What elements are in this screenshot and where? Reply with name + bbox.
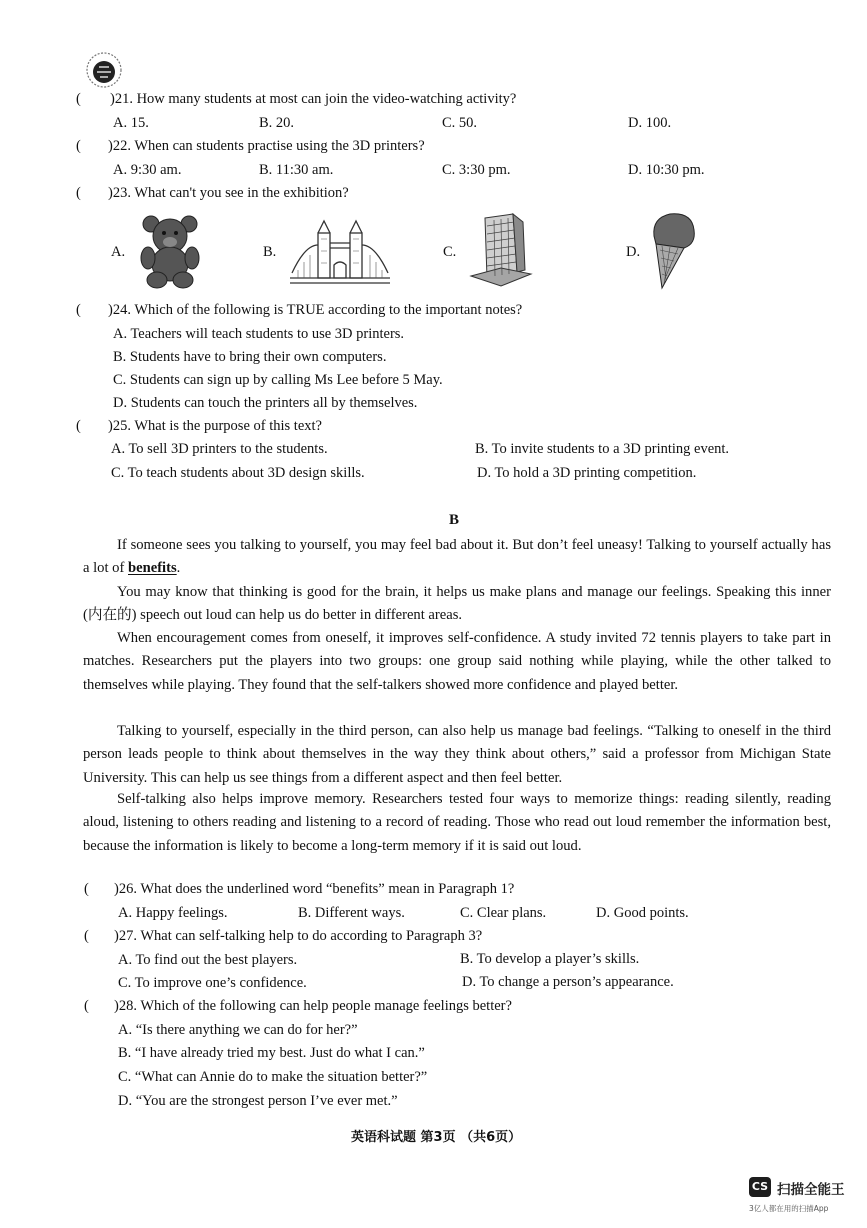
teddy-bear-image	[135, 212, 205, 290]
question-27-option-b: B. To develop a player’s skills.	[460, 951, 640, 967]
question-23-paren[interactable]: (	[76, 185, 81, 201]
question-26-option-c: C. Clear plans.	[460, 905, 547, 921]
question-25-option-b: B. To invite students to a 3D printing event.	[475, 441, 730, 457]
question-24-option-d: D. Students can touch the printers all by themselves.	[113, 395, 418, 411]
question-22-option-c: C. 3:30 pm.	[442, 162, 511, 178]
camscanner-badge: CS	[749, 1177, 771, 1197]
question-21-stem: )21. How many students at most can join the video-watching activity?	[110, 91, 517, 107]
question-27-option-d: D. To change a person’s appearance.	[462, 974, 674, 990]
question-25-paren[interactable]: (	[76, 418, 81, 434]
question-28-option-d: D. “You are the strongest person I’ve ever met.”	[118, 1093, 398, 1109]
question-21-option-a: A. 15.	[113, 115, 149, 131]
paragraph-5-text: Self-talking also helps improve memory. Researchers tested four ways to memorize things: reading silently, reading aloud, listening to others reading and listening to a record of reading. Those who read out loud remember the information best, because the information is likely to become a long-term memory if it is said out loud.	[83, 791, 831, 854]
question-21-option-c: C. 50.	[442, 115, 478, 131]
passage-paragraph-4	[83, 720, 831, 790]
question-27-option-c: C. To improve one’s confidence.	[118, 975, 307, 991]
question-27-stem: )27. What can self-talking help to do according to Paragraph 3?	[114, 928, 483, 944]
question-23-option-c: C.	[443, 244, 457, 260]
question-26-option-b: B. Different ways.	[298, 905, 405, 921]
question-26-stem: )26. What does the underlined word “benefits” mean in Paragraph 1?	[114, 881, 515, 897]
paragraph-3-text: When encouragement comes from oneself, it improves self-confidence. A study invited 72 tennis players to take part in matches. Researchers put the players into two groups: one group said nothing while playing, while the other talked to themselves while playing. They found that the self-talkers showed more confidence and played better.	[83, 630, 831, 693]
question-26-paren[interactable]: (	[84, 881, 89, 897]
tower-bridge-image	[290, 215, 390, 290]
paragraph-1-text: If someone sees you talking to yourself, you may feel bad about it. But don’t feel uneasy! Talking to yourself actually has a lot of	[83, 537, 831, 577]
section-b-heading: B	[449, 512, 460, 528]
question-25-option-a: A. To sell 3D printers to the students.	[111, 441, 328, 457]
camscanner-subtitle: 3亿人都在用的扫描App	[749, 1204, 829, 1213]
question-24-stem: )24. Which of the following is TRUE according to the important notes?	[108, 302, 523, 318]
question-25-option-c: C. To teach students about 3D design skills.	[111, 465, 365, 481]
question-23-option-a: A.	[111, 244, 126, 260]
underlined-word-benefits: benefits	[128, 560, 177, 577]
question-24-paren[interactable]: (	[76, 302, 81, 318]
building-model-image	[465, 210, 535, 290]
question-23-stem: )23. What can't you see in the exhibition?	[108, 185, 349, 201]
question-22-paren[interactable]: (	[76, 138, 81, 154]
passage-paragraph-3	[83, 627, 831, 721]
passage-paragraph-2	[83, 581, 831, 628]
passage-paragraph-1	[83, 534, 831, 581]
question-28-paren[interactable]: (	[84, 998, 89, 1014]
question-24-option-b: B. Students have to bring their own computers.	[113, 349, 387, 365]
question-28-option-b: B. “I have already tried my best. Just do what I can.”	[118, 1045, 425, 1061]
question-23-option-b: B.	[263, 244, 277, 260]
question-25-stem: )25. What is the purpose of this text?	[108, 418, 322, 434]
paragraph-1-end: .	[176, 560, 181, 577]
question-22-stem: )22. When can students practise using the 3D printers?	[108, 138, 425, 154]
question-24-option-c: C. Students can sign up by calling Ms Lee before 5 May.	[113, 372, 443, 388]
ice-cream-cone-image	[648, 210, 700, 292]
question-25-option-d: D. To hold a 3D printing competition.	[477, 465, 697, 481]
question-28-option-a: A. “Is there anything we can do for her?”	[118, 1022, 358, 1038]
paragraph-2-text: You may know that thinking is good for the brain, it helps us make plans and manage our feelings. Speaking this inner (内在的) speech out loud can help us do better in different areas.	[83, 584, 831, 624]
question-28-stem: )28. Which of the following can help people manage feelings better?	[114, 998, 512, 1014]
passage-paragraph-5	[83, 788, 831, 882]
question-21-option-b: B. 20.	[259, 115, 295, 131]
question-21-paren[interactable]: (	[76, 91, 81, 107]
question-27-option-a: A. To find out the best players.	[118, 952, 298, 968]
question-21-option-d: D. 100.	[628, 115, 672, 131]
question-26-option-d: D. Good points.	[596, 905, 689, 921]
question-22-option-b: B. 11:30 am.	[259, 162, 334, 178]
question-22-option-d: D. 10:30 pm.	[628, 162, 705, 178]
question-26-option-a: A. Happy feelings.	[118, 905, 228, 921]
question-27-paren[interactable]: (	[84, 928, 89, 944]
page-footer: 英语科试题 第3页 （共6页）	[351, 1130, 522, 1145]
question-22-option-a: A. 9:30 am.	[113, 162, 182, 178]
question-24-option-a: A. Teachers will teach students to use 3D printers.	[113, 326, 405, 342]
school-logo	[84, 50, 124, 90]
paragraph-4-text: Talking to yourself, especially in the third person, can also help us manage bad feelings. “Talking to oneself in the third person leads people to think about themselves in the way they think about others,” said a professor from Michigan State University. This can help us see things from a different aspect and then feel better.	[83, 723, 831, 786]
camscanner-title: 扫描全能王	[777, 1182, 845, 1198]
question-28-option-c: C. “What can Annie do to make the situation better?”	[118, 1069, 428, 1085]
camscanner-watermark	[749, 1175, 854, 1223]
question-23-option-d: D.	[626, 244, 641, 260]
